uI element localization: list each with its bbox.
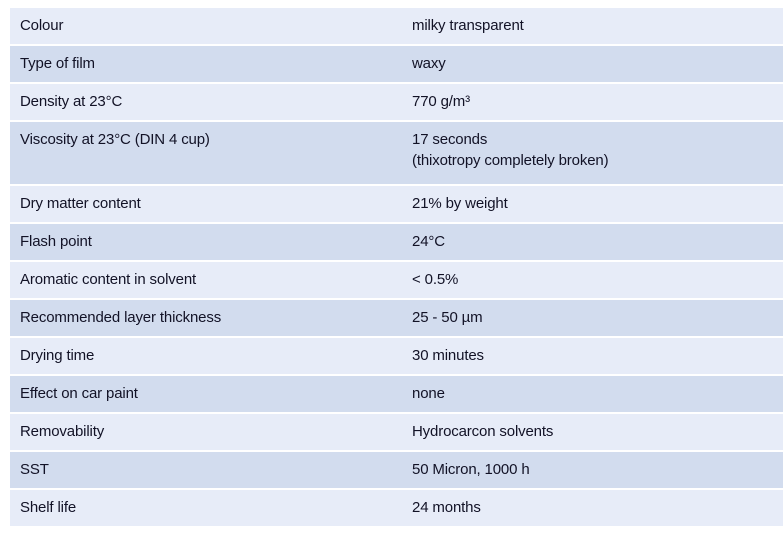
row-value-line1: milky transparent xyxy=(412,17,524,34)
row-value xyxy=(412,15,783,36)
table-row xyxy=(10,8,783,44)
table-row xyxy=(10,338,783,374)
row-value xyxy=(412,421,783,442)
row-value-line1: waxy xyxy=(412,55,446,72)
row-value xyxy=(412,91,783,112)
row-value-line1: 50 Micron, 1000 h xyxy=(412,461,530,478)
row-value-line2: (thixotropy completely broken) xyxy=(412,152,609,169)
table-row xyxy=(10,224,783,260)
row-value-line1: Hydrocarcon solvents xyxy=(412,423,554,440)
row-value xyxy=(412,193,783,214)
row-value xyxy=(412,383,783,404)
row-label: Density at 23°C xyxy=(20,93,123,110)
spec-table xyxy=(10,8,783,528)
row-value xyxy=(412,459,783,480)
row-label: Dry matter content xyxy=(20,195,141,212)
row-value-line1: 24 months xyxy=(412,499,481,516)
row-label: Flash point xyxy=(20,233,92,250)
table-row xyxy=(10,490,783,526)
row-value-line1: 25 - 50 µm xyxy=(412,309,483,326)
row-value-line1: 30 minutes xyxy=(412,347,484,364)
row-value-line1: 770 g/m³ xyxy=(412,93,470,110)
table-row xyxy=(10,46,783,82)
row-value xyxy=(412,345,783,366)
row-label: Viscosity at 23°C (DIN 4 cup) xyxy=(20,131,210,148)
row-value-line1: 24°C xyxy=(412,233,445,250)
row-value xyxy=(412,269,783,290)
table-row xyxy=(10,376,783,412)
row-label: SST xyxy=(20,461,49,478)
row-label: Type of film xyxy=(20,55,95,72)
row-label: Aromatic content in solvent xyxy=(20,271,197,288)
row-value xyxy=(412,129,783,171)
table-row xyxy=(10,122,783,184)
row-value-line1: none xyxy=(412,385,445,402)
row-value xyxy=(412,53,783,74)
row-label: Colour xyxy=(20,17,64,34)
row-label: Effect on car paint xyxy=(20,385,138,402)
row-value xyxy=(412,231,783,252)
row-value-line1: < 0.5% xyxy=(412,271,459,288)
row-value xyxy=(412,307,783,328)
table-row xyxy=(10,300,783,336)
table-row xyxy=(10,452,783,488)
row-label: Shelf life xyxy=(20,499,77,516)
row-value-line1: 21% by weight xyxy=(412,195,508,212)
row-label: Recommended layer thickness xyxy=(20,309,222,326)
row-label: Drying time xyxy=(20,347,95,364)
row-value xyxy=(412,497,783,518)
table-row xyxy=(10,84,783,120)
row-value-line1: 17 seconds xyxy=(412,131,488,148)
table-row xyxy=(10,414,783,450)
table-row xyxy=(10,186,783,222)
table-row xyxy=(10,262,783,298)
row-label: Removability xyxy=(20,423,105,440)
